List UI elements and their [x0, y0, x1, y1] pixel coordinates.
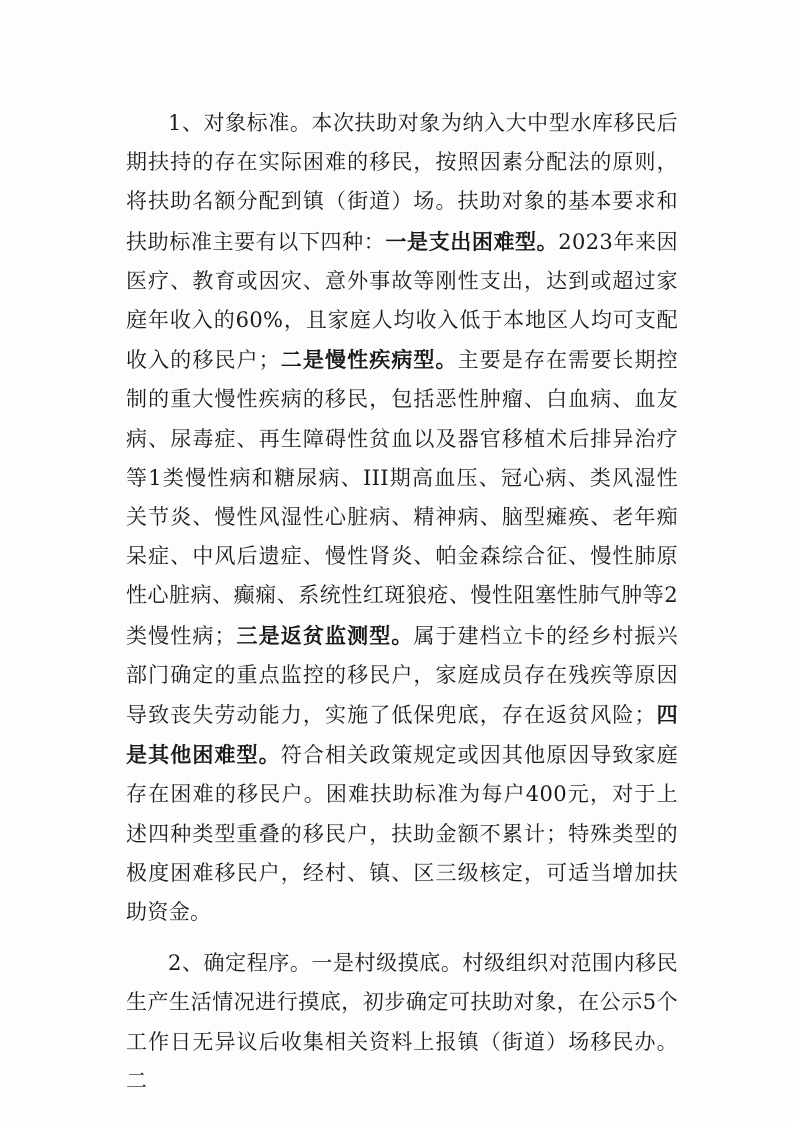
- paragraph-text: 2023年来因医疗、教育或因灾、意外事故等刚性支出，达到或超过家庭年收入的60%，且家庭人均收入低于本地区人均可支配收入的移民户；: [126, 229, 678, 373]
- paragraph-text: 1、对象标准。本次扶助对象为纳入大中型水库移民后期扶持的存在实际困难的移民，按照因素分配法的原则，将扶助名额分配到镇（街道）场。扶助对象的基本要求和扶助标准主要有以下四种：: [126, 111, 678, 254]
- bold-heading-expense-hardship: 一是支出困难型。: [385, 228, 559, 254]
- paragraph-text: 主要是存在需要长期控制的重大慢性疾病的移民，包括恶性肿瘤、白血病、血友病、尿毒症、再生障碍性贫血以及器官移植术后排异治疗等1类慢性病和糖尿病、III期高血压、冠心病、类风湿性关节炎、慢性风湿性心脏病、精神病、脑型瘫痪、老年痴呆症、中风后遗症、慢性肾炎、帕金森综合征、慢性肺原性心脏病、癫痫、系统性红斑狼疮、慢性阻塞性肺气肿等2类慢性病；: [126, 348, 678, 648]
- bold-heading-poverty-return-monitoring: 三是返贫监测型。: [235, 622, 414, 648]
- paragraph-text: 2、确定程序。一是村级摸底。村级组织对范围内移民生产生活情况进行摸底，初步确定可扶助对象，在公示5个工作日无异议后收集相关资料上报镇（街道）场移民办。二: [126, 951, 678, 1093]
- paragraph-procedure: [126, 944, 678, 1101]
- paragraph-text: 属于建档立卡的经乡村振兴部门确定的重点监控的移民户，家庭成员存在残疾等原因导致丧失劳动能力，实施了低保兜底，存在返贫风险；: [126, 623, 678, 728]
- bold-heading-other-hardship: 四是其他困难型。: [126, 702, 678, 768]
- paragraph-text: 符合相关政策规定或因其他原因导致家庭存在困难的移民户。困难扶助标准为每户400元，对于上述四种类型重叠的移民户，扶助金额不累计；特殊类型的极度困难移民户，经村、镇、区三级核定，可适当增加扶助资金。: [126, 743, 678, 925]
- document-body: [126, 104, 678, 1101]
- paragraph-object-standard: [126, 104, 678, 932]
- bold-heading-chronic-disease: 二是慢性疾病型。: [280, 347, 458, 373]
